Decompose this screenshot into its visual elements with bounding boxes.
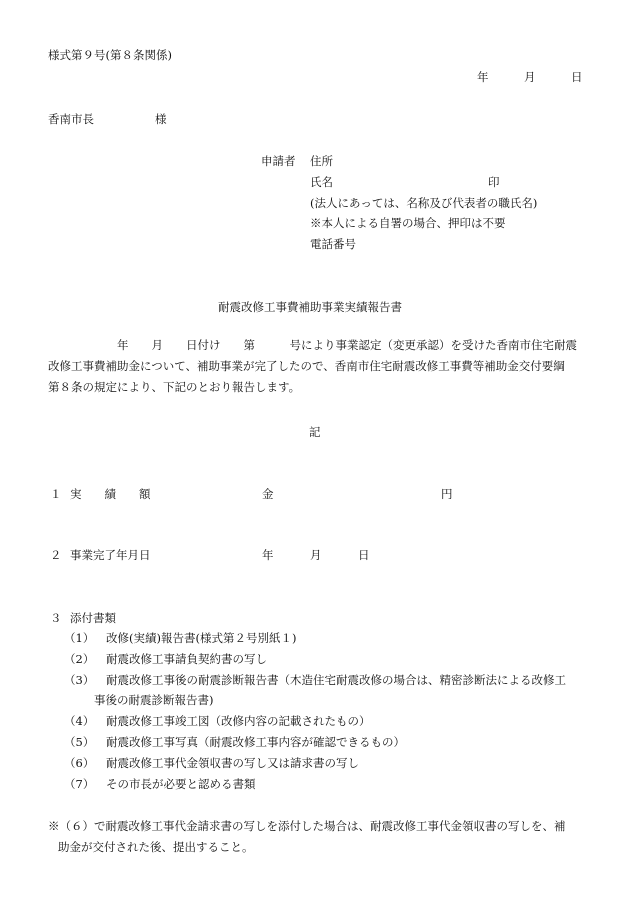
addressee-honorific: 様 [155,112,167,126]
attachment-text-7: その市長が必要と認める書類 [106,777,256,791]
attachment-num-1: （1） [64,631,95,645]
footnote-line-2: 助金が交付された後、提出すること。 [58,840,254,854]
addressee-name: 香南市長 [48,112,94,126]
body-line-1: 年 月 日付け 第 号により事業認定（変更承認）を受けた香南市住宅耐震 [48,338,577,352]
date-day: 日 [571,70,583,84]
completion-month: 月 [310,548,322,562]
attachment-text-1: 改修(実績)報告書(様式第２号別紙１) [106,631,297,645]
date-month: 月 [524,70,536,84]
section-2-label: 事業完了年月日 [70,548,151,562]
section-3-number: ３ [50,611,62,625]
attachment-num-5: （5） [64,735,95,749]
attachment-text-6: 耐震改修工事代金領収書の写し又は請求書の写し [106,756,359,770]
attachment-num-4: （4） [64,714,95,728]
attachment-num-6: （6） [64,756,95,770]
section-1-number: １ [50,487,62,501]
attachment-text-2: 耐震改修工事請負契約書の写し [106,652,267,666]
completion-year: 年 [262,548,274,562]
form-number: 様式第９号(第８条関係) [48,48,172,62]
ki-heading: 記 [309,425,321,439]
attachment-text-5: 耐震改修工事写真（耐震改修工事内容が確認できるもの） [106,735,405,749]
section-3-label: 添付書類 [70,611,116,625]
attachment-num-2: （2） [64,652,95,666]
attachment-text-3: 耐震改修工事後の耐震診断報告書（木造住宅耐震改修の場合は、精密診断法による改修工 [106,673,566,687]
attachment-num-3: （3） [64,673,95,687]
date-year: 年 [477,70,489,84]
amount-yen: 円 [441,487,453,501]
amount-kin: 金 [262,487,274,501]
body-line-3: 第８条の規定により、下記のとおり報告します。 [48,380,301,394]
footnote-line-1: ※（６）で耐震改修工事代金請求書の写しを添付した場合は、耐震改修工事代金領収書の写しを、補 [48,819,566,833]
address-label: 住所 [310,154,333,168]
applicant-label: 申請者 [261,154,296,168]
attachment-text-4: 耐震改修工事竣工図（改修内容の記載されたもの） [106,714,371,728]
section-1-label: 実 績 額 [70,487,151,501]
seal-mark: 印 [488,175,500,189]
document-title: 耐震改修工事費補助事業実績報告書 [218,300,402,314]
corp-note: (法人にあっては、名称及び代表者の職氏名) [310,196,538,210]
body-paragraph [48,335,588,398]
section-2-number: ２ [50,548,62,562]
completion-day: 日 [358,548,370,562]
body-line-2: 改修工事費補助金について、補助事業が完了したので、香南市住宅耐震改修工事費等補助金交付要綱 [48,359,565,373]
attachment-num-7: （7） [64,777,95,791]
attachment-text-3-cont: 事後の耐震診断報告書) [94,693,214,707]
signature-note: ※本人による自署の場合、押印は不要 [310,216,506,230]
name-label: 氏名 [310,175,333,189]
phone-label: 電話番号 [310,237,356,251]
